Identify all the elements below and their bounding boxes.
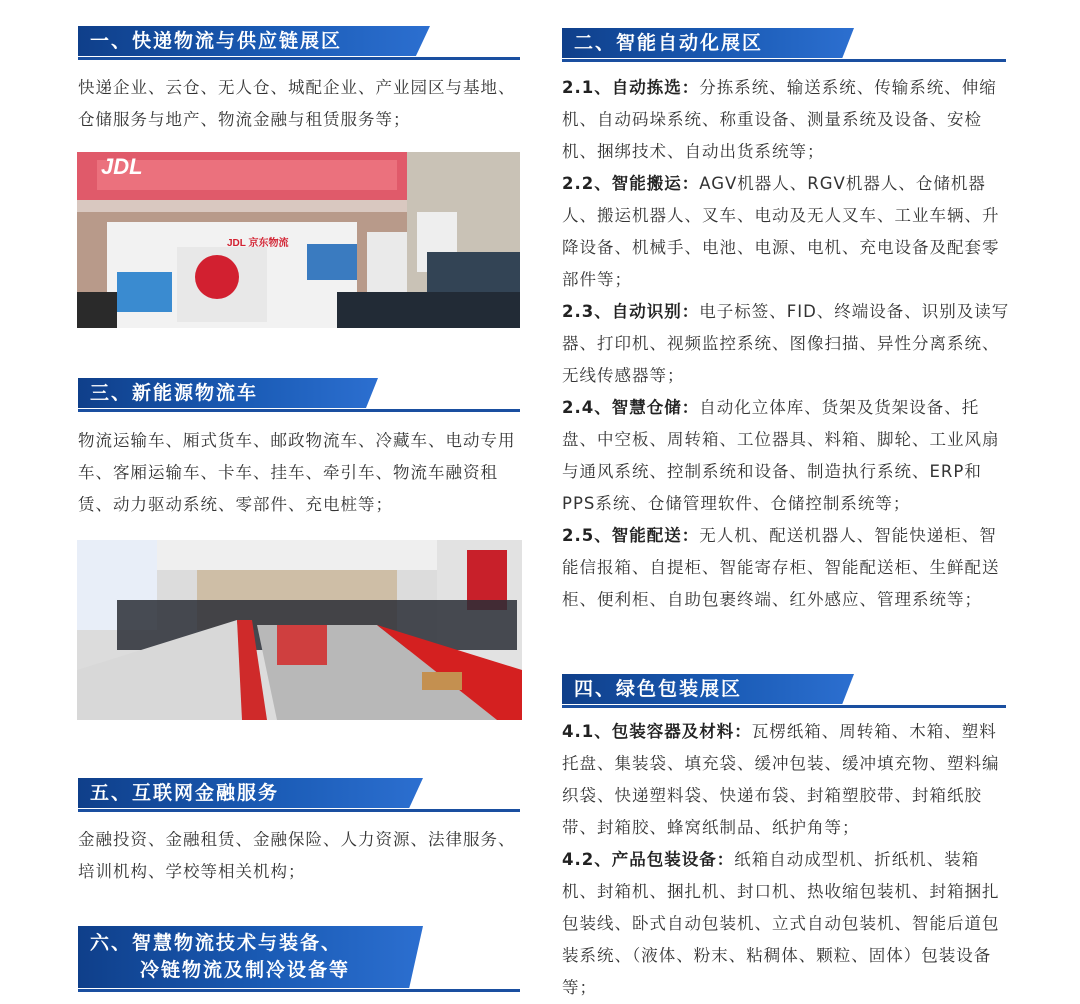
section-4-header <box>562 674 1006 708</box>
section-6-title-line-1: 六、智慧物流技术与装备、 <box>90 932 343 954</box>
section-1-header <box>78 26 520 60</box>
section-5-text: 金融投资、金融租赁、金融保险、人力资源、法律服务、培训机构、学校等相关机构； <box>78 830 516 881</box>
section-5-title: 五、互联网金融服务 <box>90 782 280 804</box>
item-2-4 <box>562 392 1014 520</box>
item-4-2-label: 4.2、产品包装设备： <box>562 850 735 869</box>
booth-sign-jdl: JDL <box>101 154 143 179</box>
section-4-title: 四、绿色包装展区 <box>574 678 743 700</box>
item-2-1-text: 分拣系统、输送系统、传输系统、伸缩机、自动码垛系统、称重设备、测量系统及设备、安检机、捆绑技术、自动出货系统等； <box>562 78 997 161</box>
item-2-5-label: 2.5、智能配送： <box>562 526 700 545</box>
item-2-3-label: 2.3、自动识别： <box>562 302 700 321</box>
exhibition-booth-photo <box>77 152 520 328</box>
item-2-2-text: AGV机器人、RGV机器人、仓储机器人、搬运机器人、叉车、电动及无人叉车、工业车辆、升降设备、机械手、电池、电源、电机、充电设备及配套零部件等； <box>562 174 1000 289</box>
section-3-text: 物流运输车、厢式货车、邮政物流车、冷藏车、电动专用车、客厢运输车、卡车、挂车、牵引车、物流车融资租赁、动力驱动系统、零部件、充电桩等； <box>78 431 516 514</box>
item-4-1-text: 瓦楞纸箱、周转箱、木箱、塑料托盘、集装袋、填充袋、缓冲包装、缓冲填充物、塑料编织袋、快递塑料袋、快递布袋、封箱塑胶带、封箱纸胶带、封箱胶、蜂窝纸制品、纸护角等； <box>562 722 1000 837</box>
item-2-3 <box>562 296 1014 392</box>
section-3-title: 三、新能源物流车 <box>90 382 259 404</box>
section-5-header <box>78 778 520 812</box>
section-6-title-line-2: 冷链物流及制冷设备等 <box>140 959 351 981</box>
item-2-2 <box>562 168 1014 296</box>
item-4-1-label: 4.1、包装容器及材料： <box>562 722 752 741</box>
section-6-header <box>78 926 520 992</box>
item-2-3-text: 电子标签、FID、终端设备、识别及读写器、打印机、视频监控系统、图像扫描、异性分离系统、无线传感器等； <box>562 302 1010 385</box>
section-3-header <box>78 378 520 412</box>
item-2-5 <box>562 520 1014 616</box>
section-2-title: 二、智能自动化展区 <box>574 32 764 54</box>
item-2-4-label: 2.4、智慧仓储： <box>562 398 700 417</box>
item-2-4-text: 自动化立体库、货架及货架设备、托盘、中空板、周转箱、工位器具、料箱、脚轮、工业风扇与通风系统、控制系统和设备、制造执行系统、ERP和PPS系统、仓储管理软件、仓储控制系统等； <box>562 398 1000 513</box>
section-2-header <box>562 28 1006 62</box>
section-4-list <box>562 716 1014 1004</box>
item-4-2-text: 纸箱自动成型机、折纸机、装箱机、封箱机、捆扎机、封口机、热收缩包装机、封箱捆扎包装线、卧式自动包装机、立式自动包装机、智能后道包装系统、（液体、粉末、粘稠体、颗粒、固体）包装设备等； <box>562 850 1000 997</box>
section-1-title: 一、快递物流与供应链展区 <box>90 30 343 52</box>
conveyor-sorting-photo <box>77 540 522 720</box>
item-2-5-text: 无人机、配送机器人、智能快递柜、智能信报箱、自提柜、智能寄存柜、智能配送柜、生鲜配送柜、便利柜、自助包裹终端、红外感应、管理系统等； <box>562 526 1000 609</box>
item-4-1 <box>562 716 1014 844</box>
item-2-2-label: 2.2、智能搬运： <box>562 174 700 193</box>
item-2-1 <box>562 72 1014 168</box>
item-2-1-label: 2.1、自动拣选： <box>562 78 700 97</box>
item-4-2 <box>562 844 1014 1004</box>
booth-sign-jdl-wall: JDL 京东物流 <box>227 238 289 249</box>
section-2-list <box>562 72 1014 616</box>
section-1-text: 快递企业、云仓、无人仓、城配企业、产业园区与基地、仓储服务与地产、物流金融与租赁服务等； <box>78 78 516 129</box>
